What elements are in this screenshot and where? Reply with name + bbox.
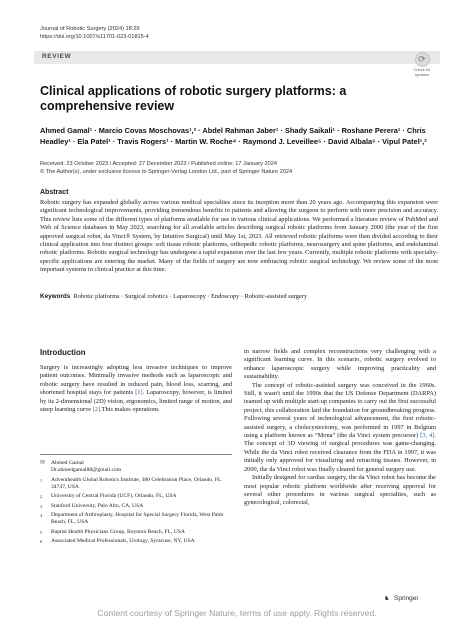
copyright-line: © The Author(s), under exclusive licence to Springer-Verlag London Ltd., part of Springer Nature 2024	[40, 169, 293, 175]
citation-link[interactable]: [3, 4]	[420, 432, 435, 440]
check-updates-icon: ⟳	[415, 52, 430, 67]
article-dates	[40, 160, 440, 176]
affiliation-item	[40, 538, 232, 545]
article-type-label: REVIEW	[42, 53, 72, 60]
article-title: Clinical applications of robotic surgery platforms: a comprehensive review	[40, 84, 347, 113]
citation-link[interactable]: [1]	[135, 389, 143, 397]
affiliation-item	[40, 503, 232, 510]
history-dates: Received: 23 October 2023 / Accepted: 27 December 2023 / Published online: 17 January 2024	[40, 161, 277, 167]
affiliation-number: 1	[40, 477, 42, 483]
author-list: Ahmed Gamal¹ · Marcio Covas Moschovas¹,² · Abdel Rahman Jaber¹ · Shady Saikali¹ · Roshane Perera¹ · Chris Headley¹ · Ela Patel¹ · Travis Rogers¹ · Martin W. Roche⁴ · Raymond J. Leveillee⁵ · David Albala⁶ · Vipul Patel¹,²	[40, 126, 427, 146]
affiliation-item	[40, 512, 232, 526]
affiliation-number: 4	[40, 512, 42, 518]
affiliation-text: University of Central Florida (UCF), Orlando, FL, USA	[51, 493, 177, 500]
affiliation-number: 6	[40, 538, 42, 544]
affiliation-text: Adventhealth Global Robotics Institute, 380 Celebration Place, Orlando, FL 34747, USA	[51, 476, 222, 490]
keywords-label: Keywords	[40, 293, 71, 300]
affiliation-text: Stanford University, Palo Alto, CA, USA	[51, 502, 144, 509]
affiliation-number: 5	[40, 529, 42, 535]
affiliation-item	[40, 529, 232, 536]
affiliation-number: 3	[40, 503, 42, 509]
contact-name: Ahmed Gamal	[51, 460, 84, 466]
abstract-text: Robotic surgery has expanded globally across various medical specialties since its inception more than 20 years ago. Accompanying this expansion were significant technological improvements, providing tremendous benefits to patients and allowing the surgeon to perform with more precision and accuracy. This review lists some of the different types of platforms available for use in various clinical applications. We performed a literature review of PubMed and Web of Science databases in May 2023, searching for all available articles describing surgical robotic platforms from January 2000 (the year of the first approved surgical robot, da Vinci® System, by Intuitive Surgical) until May 1st, 2023. All retrieved robotic platforms were then divided according to their clinical application into four distinct groups: soft tissue robotic platforms, orthopedic robotic platforms, neurosurgery and spine platforms, and endoluminal robotic platforms. Robotic surgical technology has undergone a rapid expansion over the last few years. Currently, multiple robotic platforms with specialty-specific applications are entering the market. Many of the fields of surgery are now embracing robotic surgical technology. We review some of the most important systems in clinical practice at this time.	[40, 199, 438, 274]
envelope-icon: ✉	[40, 460, 46, 466]
publisher-name: Springer	[394, 595, 419, 602]
affiliation-list	[40, 477, 232, 546]
keywords	[40, 293, 440, 301]
intro-paragraph: Initially designed for cardiac surgery, the da Vinci robot has become the most popular robotic platform worldwide after receiving approval for several other procedures in various surgical specialties, such as gynecological, colorectal,	[244, 474, 436, 507]
check-for-updates-button[interactable]	[410, 52, 434, 77]
affiliation-number: 2	[40, 494, 42, 500]
check-updates-label: Check for updates	[413, 67, 431, 77]
courtesy-watermark: Content courtesy of Springer Nature, terms of use apply. Rights reserved.	[97, 608, 377, 618]
corresponding-author	[40, 460, 232, 474]
left-column-text	[40, 364, 232, 414]
publisher-logo	[384, 595, 419, 602]
affiliation-item	[40, 477, 232, 491]
abstract-heading: Abstract	[40, 189, 69, 196]
article-type-band	[34, 51, 440, 64]
citation-link[interactable]: [2]	[92, 406, 101, 414]
affiliation-text: Department of Arthroplasty, Hospital for Special Surgery Florida, West Palm Beach, FL, USA	[51, 511, 224, 526]
intro-paragraph: Surgery is increasingly adopting less invasive techniques to improve patient outcomes. Minimally invasive methods such as laparoscopic and robotic surgery have resulted in reduced pain, blood loss, scarring, and shortened hospital stays for patients [1]. Laparoscopy, however, is limited by its 2-dimensional (2D) vision, ergonomics, limited range of motion, and steep learning curve [2].This makes operations	[40, 364, 232, 414]
intro-paragraph: The concept of robotic-assisted surgery was conceived in the 1960s. Still, it wasn't until the 1990s that the US Defense Department (DARPA) teamed up with multiple start-up companies to carry out the first successful project, this collaboration laid the foundation for groundbreaking progress. Following several years of technological advancement, the first robotic-assisted surgery, a cholecystectomy, was performed in 1997 in Belgium using a platform known as “Mona” (the da Vinci system precursor) [3, 4]. The concept of 3D viewing of surgical procedures was game-changing. While the da Vinci robot received clearance from the FDA in 1997, it was initially only approved for visualizing and retracting tissues. However, in 2000, the da Vinci robot was finally cleared for general surgery use.	[244, 381, 436, 473]
affiliation-item	[40, 493, 232, 500]
contact-email[interactable]: Dr.ahmedgamal88@gmail.com	[51, 467, 122, 474]
affiliation-text: Baptist Health Physicians Group, Boynton Beach, FL, USA	[51, 528, 185, 535]
intro-paragraph: in narrow fields and complex reconstructions very challenging with a significant learning curve. In this scenario, robotic surgery evolved to enhance laparoscopic surgery while improving practicality and sustainability.	[244, 348, 436, 381]
journal-header	[40, 25, 149, 41]
journal-citation: Journal of Robotic Surgery (2024) 18:29	[40, 26, 140, 32]
affiliation-footnotes	[40, 454, 232, 547]
doi-link[interactable]: https://doi.org/10.1007/s11701-023-01815-4	[40, 34, 149, 40]
right-column-text	[244, 348, 436, 508]
introduction-heading: Introduction	[40, 348, 86, 357]
springer-horse-icon: ♞	[384, 595, 390, 602]
keywords-list: Robotic platforms · Surgical robotics · Laparoscopy · Endoscopy · Robotic-assisted surgery	[73, 293, 308, 300]
affiliation-text: Associated Medical Professionals, Urology, Syracuse, NY, USA	[51, 537, 195, 544]
